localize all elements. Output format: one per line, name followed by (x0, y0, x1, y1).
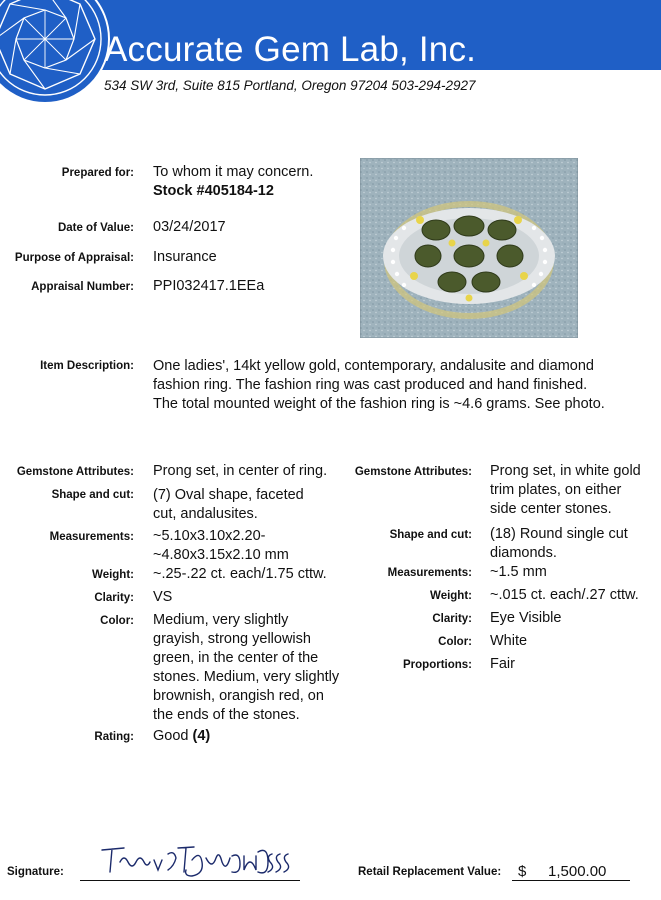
gem-right-measurements-label: Measurements: (387, 567, 472, 579)
gem-left-weight-label: Weight: (92, 569, 134, 581)
date-of-value-label: Date of Value: (57, 222, 134, 234)
stock-number: Stock #405184-12 (153, 183, 274, 199)
gem-left-color: green, in the center of the (153, 650, 319, 666)
rating-grade: (4) (192, 728, 211, 744)
gem-left-color: Medium, very slightly (153, 612, 289, 628)
prepared-for-value: To whom it may concern. (153, 164, 314, 180)
currency-symbol: $ (518, 863, 527, 880)
gem-left-color: stones. Medium, very slightly (153, 669, 340, 685)
gem-right-attributes: side center stones. (490, 501, 612, 517)
item-description-label: Item Description: (40, 360, 134, 372)
gem-right-weight-label: Weight: (430, 590, 472, 602)
gem-left-measurements: ~4.80x3.15x2.10 mm (153, 547, 289, 563)
gem-right-measurements: ~1.5 mm (490, 564, 547, 580)
item-description-line: The total mounted weight of the fashion ring is ~4.6 grams. See photo. (153, 396, 605, 412)
gem-right-proportions: Fair (490, 656, 515, 672)
purpose-label: Purpose of Appraisal: (14, 252, 134, 264)
date-of-value: 03/24/2017 (153, 219, 226, 235)
gem-left-shape: cut, andalusites. (153, 506, 258, 522)
gem-left-weight: ~.25-.22 ct. each/1.75 cttw. (153, 566, 327, 582)
purpose-value: Insurance (153, 249, 217, 265)
gem-left-clarity: VS (153, 589, 173, 605)
signature-line (80, 880, 300, 881)
gem-left-shape: (7) Oval shape, faceted (153, 487, 304, 503)
gem-right-proportions-label: Proportions: (403, 659, 472, 671)
gem-right-shape-label: Shape and cut: (389, 529, 472, 541)
retail-value-label: Retail Replacement Value: (358, 866, 502, 878)
retail-value-line (512, 880, 630, 881)
rating-label: Rating: (94, 731, 134, 743)
signature-label: Signature: (7, 866, 64, 878)
appraisal-number: PPI032417.1EEa (153, 278, 265, 294)
gem-left-measurements: ~5.10x3.10x2.20- (153, 528, 266, 544)
gem-right-shape: diamonds. (490, 545, 557, 561)
gem-left-attributes-label: Gemstone Attributes: (16, 466, 134, 478)
gem-left-color: the ends of the stones. (153, 707, 300, 723)
gem-logo-icon (0, 0, 112, 106)
gem-right-weight: ~.015 ct. each/.27 cttw. (490, 587, 639, 603)
gem-right-attributes-label: Gemstone Attributes: (354, 466, 472, 478)
gem-right-color: White (490, 633, 528, 649)
gem-left-color: grayish, strong yellowish (153, 631, 311, 647)
rating-value: Good (4) (153, 728, 211, 744)
ring-photo (360, 158, 578, 338)
gem-left-measurements-label: Measurements: (49, 531, 134, 543)
gem-left-shape-label: Shape and cut: (51, 489, 134, 501)
appraisal-number-label: Appraisal Number: (31, 281, 134, 293)
retail-value-amount: 1,500.00 (548, 863, 607, 880)
gem-left-clarity-label: Clarity: (94, 592, 134, 604)
gem-right-clarity: Eye Visible (490, 610, 562, 626)
company-name: Accurate Gem Lab, Inc. (104, 30, 477, 69)
gem-right-attributes: trim plates, on either (490, 482, 622, 498)
gem-left-color-label: Color: (100, 615, 134, 627)
signature-icon (96, 842, 296, 878)
company-address: 534 SW 3rd, Suite 815 Portland, Oregon 97204 503-294-2927 (104, 78, 476, 93)
item-description-line: One ladies', 14kt yellow gold, contemporary, andalusite and diamond (153, 358, 594, 374)
gem-left-attributes: Prong set, in center of ring. (153, 463, 328, 479)
gem-right-shape: (18) Round single cut (490, 526, 628, 542)
item-description-line: fashion ring. The fashion ring was cast produced and hand finished. (153, 377, 588, 393)
gem-left-color: brownish, orangish red, on (153, 688, 324, 704)
gem-right-clarity-label: Clarity: (432, 613, 472, 625)
gem-right-color-label: Color: (438, 636, 472, 648)
prepared-for-label: Prepared for: (61, 167, 134, 179)
gem-right-attributes: Prong set, in white gold (490, 463, 641, 479)
